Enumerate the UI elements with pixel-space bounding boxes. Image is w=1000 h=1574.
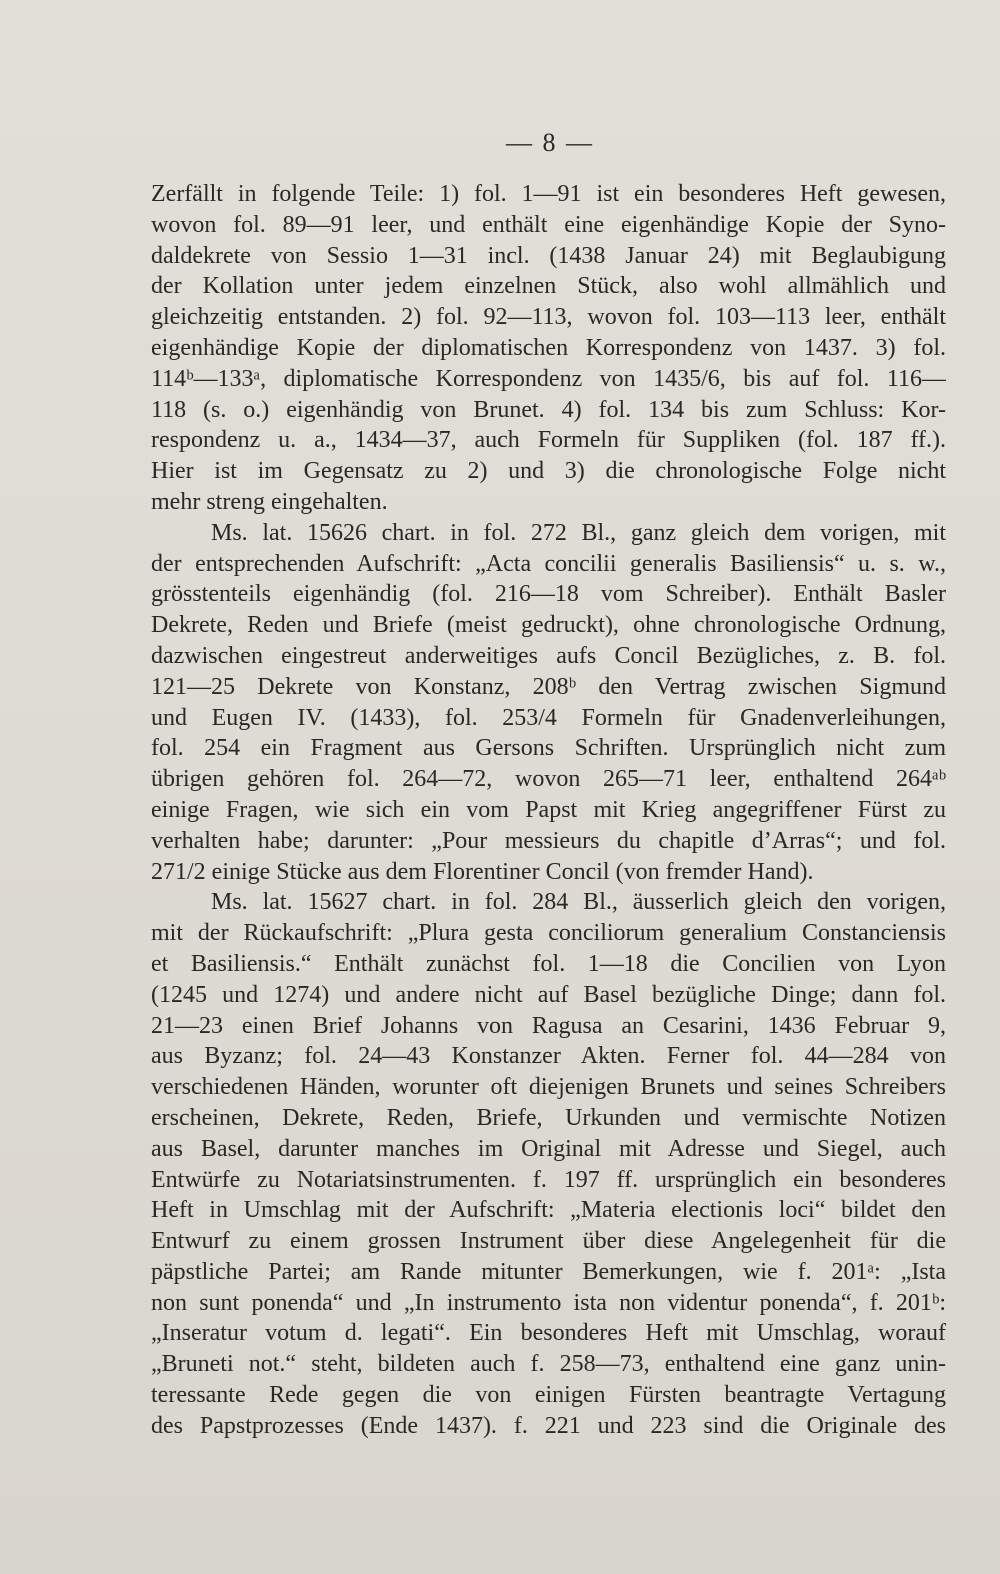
text-line: päpstliche Partei; am Rande mitunter Bemerkungen, wie f. 201ᵃ: „Ista (151, 1258, 946, 1285)
text-line: 121—25 Dekrete von Konstanz, 208ᵇ den Vertrag zwischen Sigmund (151, 673, 946, 700)
text-line: wovon fol. 89—91 leer, und enthält eine eigenhändige Kopie der Syno- (151, 211, 946, 238)
text-line: und Eugen IV. (1433), fol. 253/4 Formeln für Gnadenverleihungen, (151, 704, 946, 731)
text-line: Hier ist im Gegensatz zu 2) und 3) die chronologische Folge nicht (151, 458, 946, 485)
body-text (151, 179, 946, 1442)
text-line: gleichzeitig entstanden. 2) fol. 92—113, wovon fol. 103—113 leer, enthält (151, 304, 946, 331)
text-line: „Bruneti not.“ steht, bildeten auch f. 258—73, enthaltend eine ganz unin- (151, 1351, 946, 1378)
page-number: — 8 — (506, 128, 594, 157)
text-line: „Inseratur votum d. legati“. Ein besonderes Heft mit Umschlag, worauf (151, 1320, 946, 1347)
text-line: verschiedenen Händen, worunter oft diejenigen Brunets und seines Schreibers (151, 1074, 946, 1101)
paragraph-parts-description (151, 179, 946, 518)
text-line: der Kollation unter jedem einzelnen Stück, also wohl allmählich und (151, 273, 946, 300)
text-line: Entwurf zu einem grossen Instrument über diese Angelegenheit für die (151, 1228, 946, 1255)
text-line: Entwürfe zu Notariatsinstrumenten. f. 197 ff. ursprünglich ein besonderes (151, 1166, 946, 1193)
text-line: Zerfällt in folgende Teile: 1) fol. 1—91 ist ein besonderes Heft gewesen, (151, 181, 946, 207)
text-line: verhalten habe; darunter: „Pour messieurs du chapitle d’Arras“; und fol. (151, 827, 946, 854)
paragraph-ms-lat-15626 (151, 518, 946, 888)
text-line: dazwischen eingestreut anderweitiges aufs Concil Bezügliches, z. B. fol. (151, 642, 946, 669)
text-line: Ms. lat. 15627 chart. in fol. 284 Bl., äusserlich gleich den vorigen, (211, 889, 946, 916)
text-line: des Papstprozesses (Ende 1437). f. 221 und 223 sind die Originale des (151, 1412, 946, 1439)
text-line: aus Byzanz; fol. 24—43 Konstanzer Akten. Ferner fol. 44—284 von (151, 1043, 946, 1070)
text-line: eigenhändige Kopie der diplomatischen Korrespondenz von 1437. 3) fol. (151, 334, 946, 361)
text-line: einige Fragen, wie sich ein vom Papst mit Krieg angegriffener Fürst zu (151, 796, 946, 823)
text-line: non sunt ponenda“ und „In instrumento ista non videntur ponenda“, f. 201ᵇ: (151, 1289, 946, 1316)
text-line: 114ᵇ—133ᵃ, diplomatische Korrespondenz von 1435/6, bis auf fol. 116— (151, 365, 946, 392)
text-line: (1245 und 1274) und andere nicht auf Basel bezügliche Dinge; dann fol. (151, 981, 946, 1008)
text-line: Dekrete, Reden und Briefe (meist gedruckt), ohne chronologische Ordnung, (151, 612, 946, 639)
text-line: Heft in Umschlag mit der Aufschrift: „Materia electionis loci“ bildet den (151, 1197, 946, 1224)
text-line: mehr streng eingehalten. (151, 488, 388, 515)
text-line: teressante Rede gegen die von einigen Fürsten beantragte Vertagung (151, 1382, 946, 1409)
text-line: 118 (s. o.) eigenhändig von Brunet. 4) fol. 134 bis zum Schluss: Kor- (151, 396, 946, 423)
text-line: fol. 254 ein Fragment aus Gersons Schriften. Ursprünglich nicht zum (151, 735, 946, 762)
text-line: aus Basel, darunter manches im Original mit Adresse und Siegel, auch (151, 1135, 946, 1162)
text-line: respondenz u. a., 1434—37, auch Formeln für Suppliken (fol. 187 ff.). (151, 427, 946, 454)
text-line: 271/2 einige Stücke aus dem Florentiner Concil (von fremder Hand). (151, 858, 814, 885)
text-line: daldekrete von Sessio 1—31 incl. (1438 Januar 24) mit Beglaubigung (151, 242, 946, 269)
text-line: 21—23 einen Brief Johanns von Ragusa an Cesarini, 1436 Februar 9, (151, 1012, 946, 1039)
text-line: mit der Rückaufschrift: „Plura gesta conciliorum generalium Constanciensis (151, 920, 946, 947)
text-line: grösstenteils eigenhändig (fol. 216—18 vom Schreiber). Enthält Basler (151, 581, 946, 608)
paragraph-ms-lat-15627 (151, 887, 946, 1441)
text-line: erscheinen, Dekrete, Reden, Briefe, Urkunden und vermischte Notizen (151, 1104, 946, 1131)
text-line: übrigen gehören fol. 264—72, wovon 265—71 leer, enthaltend 264ᵃᵇ (151, 766, 946, 793)
text-line: Ms. lat. 15626 chart. in fol. 272 Bl., ganz gleich dem vorigen, mit (211, 519, 946, 546)
text-line: et Basiliensis.“ Enthält zunächst fol. 1—18 die Concilien von Lyon (151, 950, 946, 977)
text-line: der entsprechenden Aufschrift: „Acta concilii generalis Basiliensis“ u. s. w., (151, 550, 946, 577)
